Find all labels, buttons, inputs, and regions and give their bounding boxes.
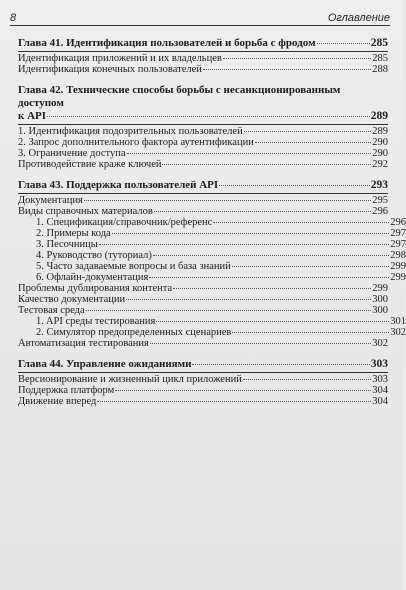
toc-entry[interactable] — [18, 338, 388, 349]
entry-title: 3. Песочницы — [36, 239, 98, 250]
entry-title: 2. Примеры кода — [36, 228, 111, 239]
entry-page: 285 — [372, 53, 388, 64]
entry-title: Тестовая среда — [18, 305, 85, 316]
toc-entry[interactable] — [18, 228, 406, 239]
chapter-page: 285 — [370, 37, 388, 49]
entry-title: 3. Ограничение доступа — [18, 148, 126, 159]
chapter-heading[interactable] — [18, 84, 388, 125]
entry-page: 297 — [390, 228, 406, 239]
entry-title: Автоматизация тестирования — [18, 338, 149, 349]
entry-page: 302 — [390, 327, 406, 338]
dot-leader — [149, 277, 389, 278]
dot-leader — [112, 233, 390, 234]
entry-title: 2. Запрос дополнительного фактора аутентификации — [18, 137, 254, 148]
entry-page: 290 — [372, 148, 388, 159]
entry-page: 298 — [390, 250, 406, 261]
dot-leader — [317, 43, 370, 44]
section-title: Оглавление — [327, 12, 390, 24]
entry-page: 297 — [390, 239, 406, 250]
entry-page: 296 — [372, 206, 388, 217]
dot-leader — [232, 266, 390, 267]
chapter-44 — [18, 358, 388, 407]
entry-title: 2. Симулятор предопределенных сценариев — [36, 327, 232, 338]
toc-entry[interactable] — [18, 206, 388, 217]
entry-page: 302 — [372, 338, 388, 349]
entry-page: 304 — [372, 396, 388, 407]
entry-page: 303 — [372, 374, 388, 385]
dot-leader — [162, 164, 371, 165]
entry-page: 304 — [372, 385, 388, 396]
dot-leader — [84, 200, 371, 201]
entry-title: Качество документации — [18, 294, 126, 305]
chapter-42 — [18, 84, 388, 170]
dot-leader — [127, 153, 372, 154]
chapter-title: Глава 44. Управление ожиданиями — [18, 358, 192, 370]
dot-leader — [86, 310, 372, 311]
chapter-title: Глава 43. Поддержка пользователей API — [18, 179, 219, 191]
entry-page: 300 — [372, 294, 388, 305]
toc-entry[interactable] — [18, 261, 406, 272]
dot-leader — [244, 131, 372, 132]
dot-leader — [47, 116, 370, 117]
entry-page: 290 — [372, 137, 388, 148]
entry-title: Виды справочных материалов — [18, 206, 153, 217]
toc-entry[interactable] — [18, 64, 388, 75]
entry-page: 301 — [390, 316, 406, 327]
entry-title: Идентификация приложений и их владельцев — [18, 53, 222, 64]
dot-leader — [173, 288, 371, 289]
chapter-heading[interactable] — [18, 37, 388, 52]
dot-leader — [126, 299, 371, 300]
running-header — [10, 6, 390, 24]
entry-page: 299 — [390, 261, 406, 272]
entry-title: 4. Руководство (туториал) — [36, 250, 152, 261]
dot-leader — [192, 364, 369, 365]
dot-leader — [156, 321, 389, 322]
entry-title: 1. Идентификация подозрительных пользователей — [18, 126, 243, 137]
dot-leader — [255, 142, 371, 143]
chapter-page: 289 — [370, 110, 388, 122]
toc-entry[interactable] — [18, 148, 388, 159]
toc-entry[interactable] — [18, 250, 406, 261]
dot-leader — [219, 185, 370, 186]
toc-entry[interactable] — [18, 283, 388, 294]
entry-title: Поддержка платформ — [18, 385, 115, 396]
dot-leader — [154, 211, 371, 212]
toc-entry[interactable] — [18, 126, 388, 137]
entry-title: Идентификация конечных пользователей — [18, 64, 202, 75]
dot-leader — [203, 69, 371, 70]
chapter-page: 303 — [370, 358, 388, 370]
dot-leader — [223, 58, 371, 59]
entry-title: Движение вперед — [18, 396, 97, 407]
dot-leader — [213, 222, 389, 223]
page-number: 8 — [10, 12, 17, 24]
chapter-heading[interactable] — [18, 179, 388, 194]
toc-entry[interactable] — [18, 239, 406, 250]
entry-title: 1. API среды тестирования — [36, 316, 156, 327]
entry-page: 296 — [390, 217, 406, 228]
header-rule — [10, 25, 390, 26]
entry-page: 299 — [372, 283, 388, 294]
toc-entry[interactable] — [18, 385, 388, 396]
entry-page: 300 — [372, 305, 388, 316]
toc-entry[interactable] — [18, 137, 388, 148]
chapter-43 — [18, 179, 406, 349]
entry-title: Документация — [18, 195, 83, 206]
entry-title: Противодействие краже ключей — [18, 159, 162, 170]
dot-leader — [153, 255, 389, 256]
toc-entry[interactable] — [18, 217, 406, 228]
entry-page: 292 — [372, 159, 388, 170]
chapter-title-line1: Глава 42. Технические способы борьбы с несанкционированным доступом — [18, 84, 341, 109]
entry-title: Проблемы дублирования контента — [18, 283, 173, 294]
toc-entry[interactable] — [18, 327, 406, 338]
toc-entry[interactable] — [18, 159, 388, 170]
entry-page: 299 — [390, 272, 406, 283]
entry-title: 5. Часто задаваемые вопросы и база знаний — [36, 261, 231, 272]
chapter-title: Глава 41. Идентификация пользователей и борьба с фродом — [18, 37, 316, 49]
entry-title: 1. Спецификация/справочник/референс — [36, 217, 213, 228]
toc-entry[interactable] — [18, 374, 388, 385]
entry-page: 288 — [372, 64, 388, 75]
chapter-page: 293 — [370, 179, 388, 191]
toc-entry[interactable] — [18, 396, 388, 407]
dot-leader — [97, 401, 371, 402]
dot-leader — [232, 332, 389, 333]
toc-entry[interactable] — [18, 305, 388, 316]
toc-entry[interactable] — [18, 294, 388, 305]
toc-entry[interactable] — [18, 316, 406, 327]
dot-leader — [99, 244, 389, 245]
dot-leader — [150, 343, 371, 344]
chapter-41 — [18, 37, 388, 75]
entry-title: 6. Офлайн-документация — [36, 272, 149, 283]
entry-title: Версионирование и жизненный цикл приложений — [18, 374, 242, 385]
chapter-heading[interactable] — [18, 358, 388, 373]
entry-page: 295 — [372, 195, 388, 206]
entry-page: 289 — [372, 126, 388, 137]
table-of-contents — [18, 37, 406, 416]
toc-entry[interactable] — [18, 272, 406, 283]
dot-leader — [115, 390, 371, 391]
toc-entry[interactable] — [18, 195, 388, 206]
chapter-title-line2: к API — [18, 110, 47, 122]
dot-leader — [243, 379, 371, 380]
toc-entry[interactable] — [18, 53, 388, 64]
